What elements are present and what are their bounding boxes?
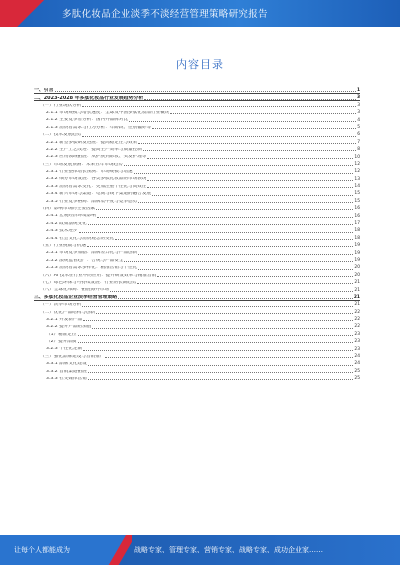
toc-entry-title: 2.1.2 主要竞争者分析：国内外品牌对比 (46, 118, 129, 123)
toc-entry-page: 18 (354, 235, 360, 241)
toc-entry[interactable] (34, 86, 360, 93)
toc-entry-title: （三）强化品牌建设与营销推广 (40, 354, 105, 359)
toc-entry[interactable] (34, 175, 360, 182)
toc-entry-page: 18 (354, 228, 360, 234)
toc-entry-title: 2.2.3 应用领域拓展：从护肤到彩妆、头发护理等 (46, 155, 147, 160)
toc-entry[interactable] (34, 315, 360, 322)
toc-entry-title: 三、多肽化妆品企业淡季经营管理策略 (34, 295, 118, 301)
toc-entry-page: 13 (354, 176, 360, 182)
toc-entry[interactable] (34, 241, 360, 248)
toc-entry-page: 22 (354, 324, 360, 330)
toc-entry[interactable] (34, 271, 360, 278)
toc-entry[interactable] (34, 130, 360, 137)
toc-entry-title: （五）行业挑战与机遇 (40, 244, 86, 248)
toc-entry-page: 15 (354, 198, 360, 204)
toc-leader-dots (124, 165, 354, 166)
table-of-contents (34, 86, 360, 382)
toc-entry-title: 2.1.1 市场规模与增长速度：全球及中国多肽化妆品行业概况 (46, 110, 170, 115)
toc-entry-page: 24 (354, 361, 360, 367)
toc-leader-dots (82, 136, 356, 137)
header-red-accent (0, 0, 46, 27)
toc-entry-page: 16 (354, 206, 360, 212)
toc-entry-title: 2.5.3 消费者需求多样化：精准营销与个性化 (46, 266, 138, 271)
toc-entry-title: （一）淡季市场分析 (40, 303, 82, 308)
toc-leader-dots (134, 173, 354, 174)
toc-leader-dots (83, 320, 353, 321)
toc-entry-page: 24 (354, 354, 360, 360)
toc-entry[interactable] (34, 182, 360, 189)
toc-entry-page: 16 (354, 213, 360, 219)
toc-entry-page: 3 (357, 102, 360, 108)
toc-entry-title: 2.3.3 消费者需求变化：更加注重个性化与高效性 (46, 184, 147, 189)
toc-entry[interactable] (34, 359, 360, 366)
toc-heading: 内容目录 (176, 58, 224, 71)
toc-leader-dots (138, 143, 356, 144)
toc-entry[interactable] (34, 153, 360, 160)
toc-leader-dots (78, 342, 354, 343)
toc-leader-dots (143, 150, 356, 151)
toc-entry[interactable] (34, 145, 360, 152)
page-header (0, 0, 400, 27)
toc-entry-page: 7 (357, 139, 360, 145)
toc-entry-page: 22 (354, 309, 360, 315)
toc-entry-page: 23 (354, 339, 360, 345)
toc-entry[interactable] (34, 204, 360, 211)
toc-entry[interactable] (34, 293, 360, 300)
toc-leader-dots (124, 261, 353, 262)
toc-entry-title: 2.4.2 政策法规变化 (46, 221, 87, 226)
page-footer (0, 535, 400, 565)
toc-entry-title: （六）AI 技术在行业中的应用：提升研发效率与精准营销 (40, 273, 157, 278)
toc-entry-page: 21 (353, 294, 360, 300)
toc-entry-page: 12 (354, 169, 360, 175)
toc-entry[interactable] (34, 263, 360, 270)
toc-entry-title: 2.3.5 行业竞争格局：品牌集中度与竞争态势 (46, 199, 138, 204)
toc-entry-page: 19 (354, 257, 360, 263)
toc-entry[interactable] (34, 116, 360, 123)
toc-leader-dots (157, 276, 353, 277)
toc-leader-dots (147, 180, 353, 181)
toc-entry-title: 2.5.2 法规监管趋严：合规与产品安全 (46, 258, 124, 263)
toc-entry-title: 3.3.2 营销渠道拓展 (46, 369, 87, 374)
toc-leader-dots (110, 291, 353, 292)
toc-entry[interactable] (34, 278, 360, 285)
toc-leader-dots (92, 328, 353, 329)
toc-leader-dots (97, 217, 354, 218)
toc-leader-dots (88, 365, 354, 366)
toc-leader-dots (96, 313, 353, 314)
toc-entry[interactable] (34, 167, 360, 174)
toc-entry[interactable] (34, 374, 360, 381)
toc-leader-dots (78, 335, 354, 336)
toc-entry-title: （三）市场发展预测：未来五年市场趋势 (40, 162, 123, 167)
toc-entry-page: 1 (356, 87, 360, 93)
toc-entry-page: 4 (357, 117, 360, 123)
toc-entry[interactable] (34, 93, 360, 100)
toc-entry[interactable] (34, 286, 360, 293)
toc-entry-title: （四）影响市场的主要因素 (40, 207, 96, 212)
toc-entry-page: 5 (357, 124, 360, 130)
toc-entry[interactable] (34, 352, 360, 359)
toc-entry[interactable] (34, 226, 360, 233)
toc-entry[interactable] (34, 345, 360, 352)
toc-entry-title: 2.4.3 技术进步 (46, 229, 78, 234)
toc-entry-page: 12 (354, 161, 360, 167)
toc-leader-dots (147, 158, 353, 159)
toc-entry-page: 22 (354, 317, 360, 323)
toc-entry[interactable] (34, 323, 360, 330)
footer-slogan: 让每个人都能成为 (14, 546, 70, 554)
toc-entry-page: 23 (354, 331, 360, 337)
toc-leader-dots (115, 239, 353, 240)
footer-roles: 战略专家、管理专家、营销专家、战略专家、成功企业家…… (134, 546, 323, 554)
toc-entry-title: 二、2023-2028 年多肽化妆品行业发展趋势分析 (34, 95, 144, 101)
toc-entry[interactable] (34, 300, 360, 307)
toc-entry-page: 14 (354, 184, 360, 190)
toc-entry[interactable] (34, 138, 360, 145)
toc-entry-title: 2.4.4 社会文化与消费观念的变化 (46, 236, 115, 241)
toc-leader-dots (137, 283, 353, 284)
toc-entry-page: 20 (354, 265, 360, 271)
toc-entry[interactable] (34, 367, 360, 374)
toc-entry[interactable] (34, 308, 360, 315)
toc-leader-dots (87, 246, 353, 247)
toc-entry-title: 2.1.3 消费者需求与行为分析：年龄段、性别偏好等 (46, 125, 152, 130)
toc-entry[interactable] (34, 108, 360, 115)
toc-entry-page: 17 (354, 221, 360, 227)
footer-red-slant (104, 535, 132, 565)
toc-entry-title: 2.4.1 宏观经济环境影响 (46, 214, 96, 219)
toc-leader-dots (88, 379, 354, 380)
toc-entry[interactable] (34, 234, 360, 241)
toc-entry-title: 2.3.1 行业整体增长预测：市场规模与增速 (46, 170, 133, 175)
toc-leader-dots (105, 357, 353, 358)
toc-leader-dots (88, 224, 354, 225)
toc-entry-page: 19 (354, 243, 360, 249)
toc-leader-dots (79, 232, 354, 233)
toc-entry[interactable] (34, 189, 360, 196)
toc-entry-title: 3.2.2 提升产品附加值 (46, 325, 92, 330)
toc-entry-page: 10 (354, 154, 360, 160)
toc-entry-title: （2）提升品质 (46, 340, 77, 345)
toc-entry-page: 25 (354, 368, 360, 374)
header-title: 多肽化妆品企业淡季不淡经营管理策略研究报告 (62, 9, 268, 20)
toc-leader-dots (138, 269, 353, 270)
toc-entry-title: （1）精准定位 (46, 332, 77, 337)
toc-entry-title: （一）行业现状分析 (40, 103, 82, 108)
toc-entry-title: 3.3.1 品牌文化建设 (46, 362, 87, 367)
toc-entry[interactable] (34, 256, 360, 263)
toc-entry[interactable] (34, 101, 360, 108)
toc-entry-title: （二）优化产品结构与创新 (40, 310, 96, 315)
toc-entry-page: 20 (354, 272, 360, 278)
toc-entry-page: 8 (357, 147, 360, 153)
toc-entry-title: 3.3.3 社交媒体营销 (46, 377, 87, 382)
toc-entry-page: 21 (354, 287, 360, 293)
toc-entry-title: （二）技术发展趋势 (40, 133, 82, 138)
toc-entry-title: 2.5.1 市场竞争加剧：品牌差异化与产品创新 (46, 251, 138, 256)
toc-entry-page: 3 (357, 110, 360, 116)
toc-leader-dots (152, 195, 353, 196)
toc-entry[interactable] (34, 219, 360, 226)
toc-entry-page: 3 (356, 95, 360, 101)
toc-entry-title: 2.3.4 新兴市场与渠道：电商与线下渠道的融合发展 (46, 192, 152, 197)
toc-entry-page: 25 (354, 376, 360, 382)
toc-entry-page: 6 (357, 132, 360, 138)
toc-leader-dots (88, 372, 354, 373)
toc-entry[interactable] (34, 337, 360, 344)
toc-leader-dots (83, 350, 353, 351)
toc-leader-dots (138, 254, 353, 255)
toc-entry[interactable] (34, 249, 360, 256)
toc-entry-title: 一、引言 (34, 88, 54, 94)
toc-entry-title: 2.3.2 细分市场发展：各类多肽化妆品的市场表现 (46, 177, 147, 182)
toc-entry[interactable] (34, 212, 360, 219)
toc-entry-page: 19 (354, 250, 360, 256)
toc-leader-dots (170, 113, 356, 114)
toc-entry-title: 3.2.3 个性化定制 (46, 347, 83, 352)
toc-entry[interactable] (34, 160, 360, 167)
toc-entry-page: 21 (354, 302, 360, 308)
toc-entry-title: （七）绿色环保与可持续发展：行业的长期趋势 (40, 280, 137, 285)
toc-leader-dots (82, 306, 353, 307)
toc-entry[interactable] (34, 123, 360, 130)
toc-leader-dots (147, 187, 353, 188)
toc-entry-title: 2.2.2 生产工艺改进：提高生产效率与质量控制 (46, 147, 142, 152)
toc-leader-dots (96, 209, 353, 210)
toc-entry-page: 15 (354, 191, 360, 197)
toc-leader-dots (138, 202, 353, 203)
toc-leader-dots (129, 121, 356, 122)
toc-leader-dots (82, 106, 356, 107)
toc-entry-title: 3.2.1 开发新产品 (46, 317, 83, 322)
toc-entry-page: 23 (354, 346, 360, 352)
toc-entry[interactable] (34, 197, 360, 204)
toc-leader-dots (152, 128, 356, 129)
toc-entry-title: （八）全球化布局：拓展海外市场 (40, 288, 109, 293)
toc-entry[interactable] (34, 330, 360, 337)
toc-entry-page: 21 (354, 280, 360, 286)
toc-entry-title: 2.2.1 新型多肽研发进展：提高稳定性与效果 (46, 140, 138, 145)
